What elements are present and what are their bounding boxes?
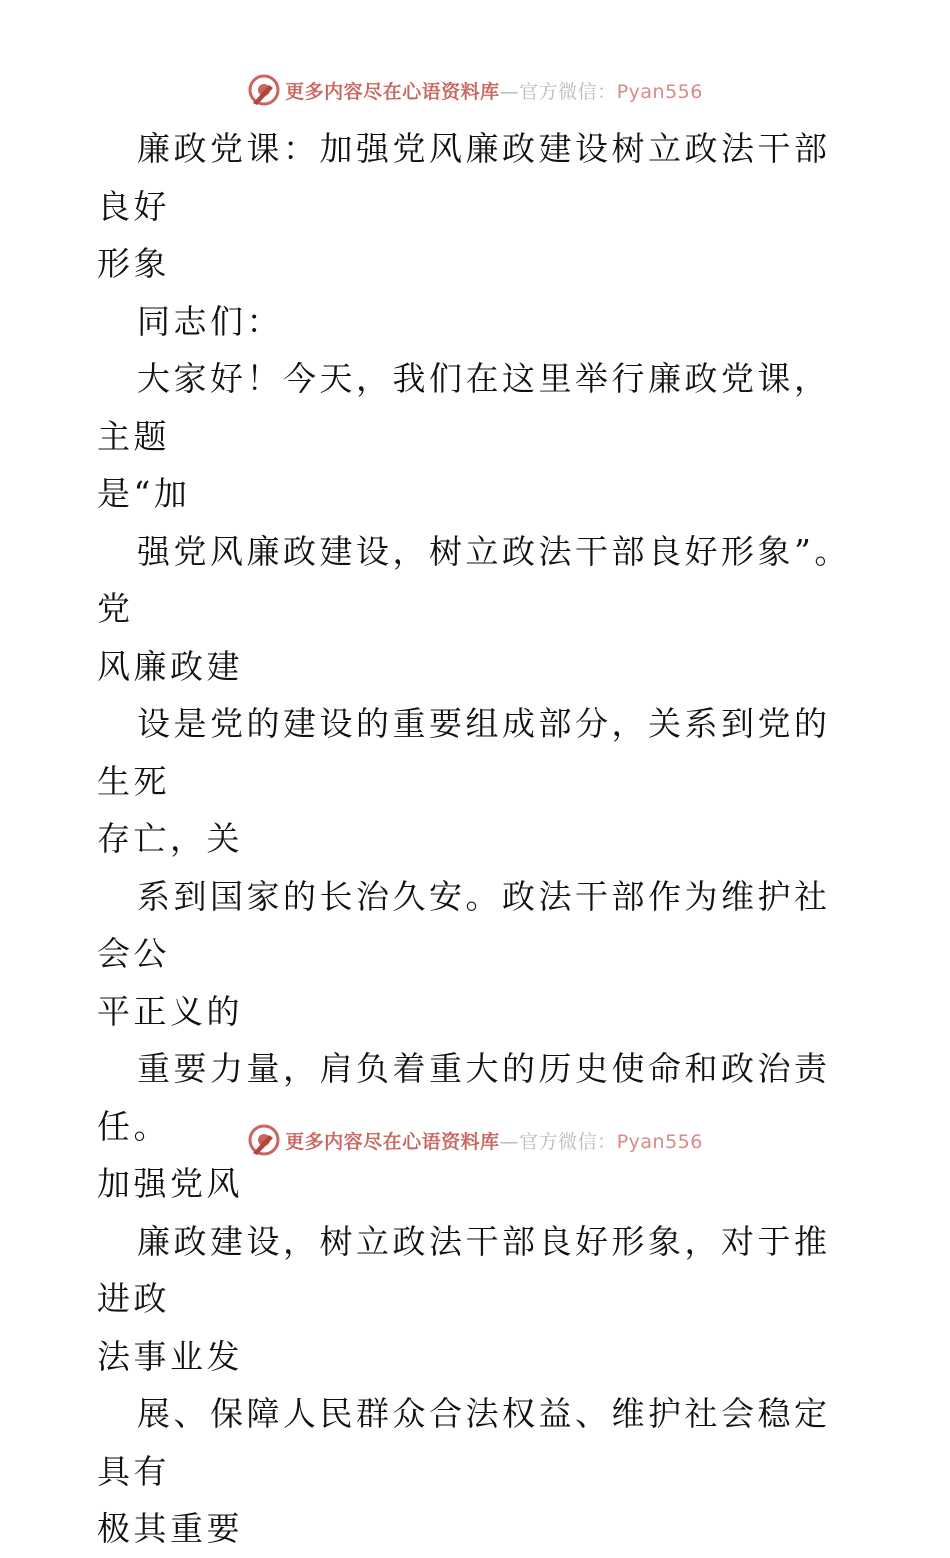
watermark-label: 官方微信：	[519, 80, 617, 103]
text-line: 大家好！今天，我们在这里举行廉政党课，主题	[97, 359, 831, 456]
watermark-label: 官方微信：	[519, 1130, 617, 1153]
text-line: 存亡，关	[97, 819, 243, 858]
text-line: 系到国家的长治久安。政法干部作为维护社会公	[97, 876, 831, 973]
watermark-brand: 更多内容尽在心语资料库	[285, 80, 500, 103]
watermark-account: Pyan556	[616, 80, 703, 103]
text-line: 是“加	[97, 474, 191, 513]
text-line: 设是党的建设的重要组成部分，关系到党的生死	[97, 704, 831, 801]
watermark-separator: —	[499, 1130, 520, 1153]
text-line: 形象	[97, 244, 170, 283]
watermark-text	[285, 1127, 703, 1154]
text-line: 加强党风	[97, 1164, 243, 1203]
watermark-account: Pyan556	[616, 1130, 703, 1153]
text-line: 法事业发	[97, 1336, 243, 1376]
pen-logo-icon	[247, 73, 281, 107]
watermark-text	[285, 77, 703, 104]
header-watermark	[0, 72, 950, 108]
text-line: 同志们：	[137, 301, 283, 341]
footer-watermark	[0, 1122, 950, 1158]
text-line: 重要力量，肩负着重大的历史使命和政治责任。	[97, 1049, 831, 1146]
pen-logo-icon	[247, 1123, 281, 1157]
watermark-separator: —	[499, 80, 520, 103]
text-line: 强党风廉政建设，树立政法干部良好形象”。党	[97, 531, 851, 628]
text-line: 风廉政建	[97, 646, 243, 686]
text-line: 廉政党课：加强党风廉政建设树立政法干部良好	[97, 129, 831, 226]
document-body	[97, 120, 857, 1558]
text-line: 极其重要	[97, 1509, 243, 1548]
watermark-brand: 更多内容尽在心语资料库	[285, 1130, 500, 1153]
text-line: 展、保障人民群众合法权益、维护社会稳定具有	[97, 1394, 831, 1491]
text-line: 廉政建设，树立政法干部良好形象，对于推进政	[97, 1221, 831, 1318]
text-line: 平正义的	[97, 991, 243, 1031]
